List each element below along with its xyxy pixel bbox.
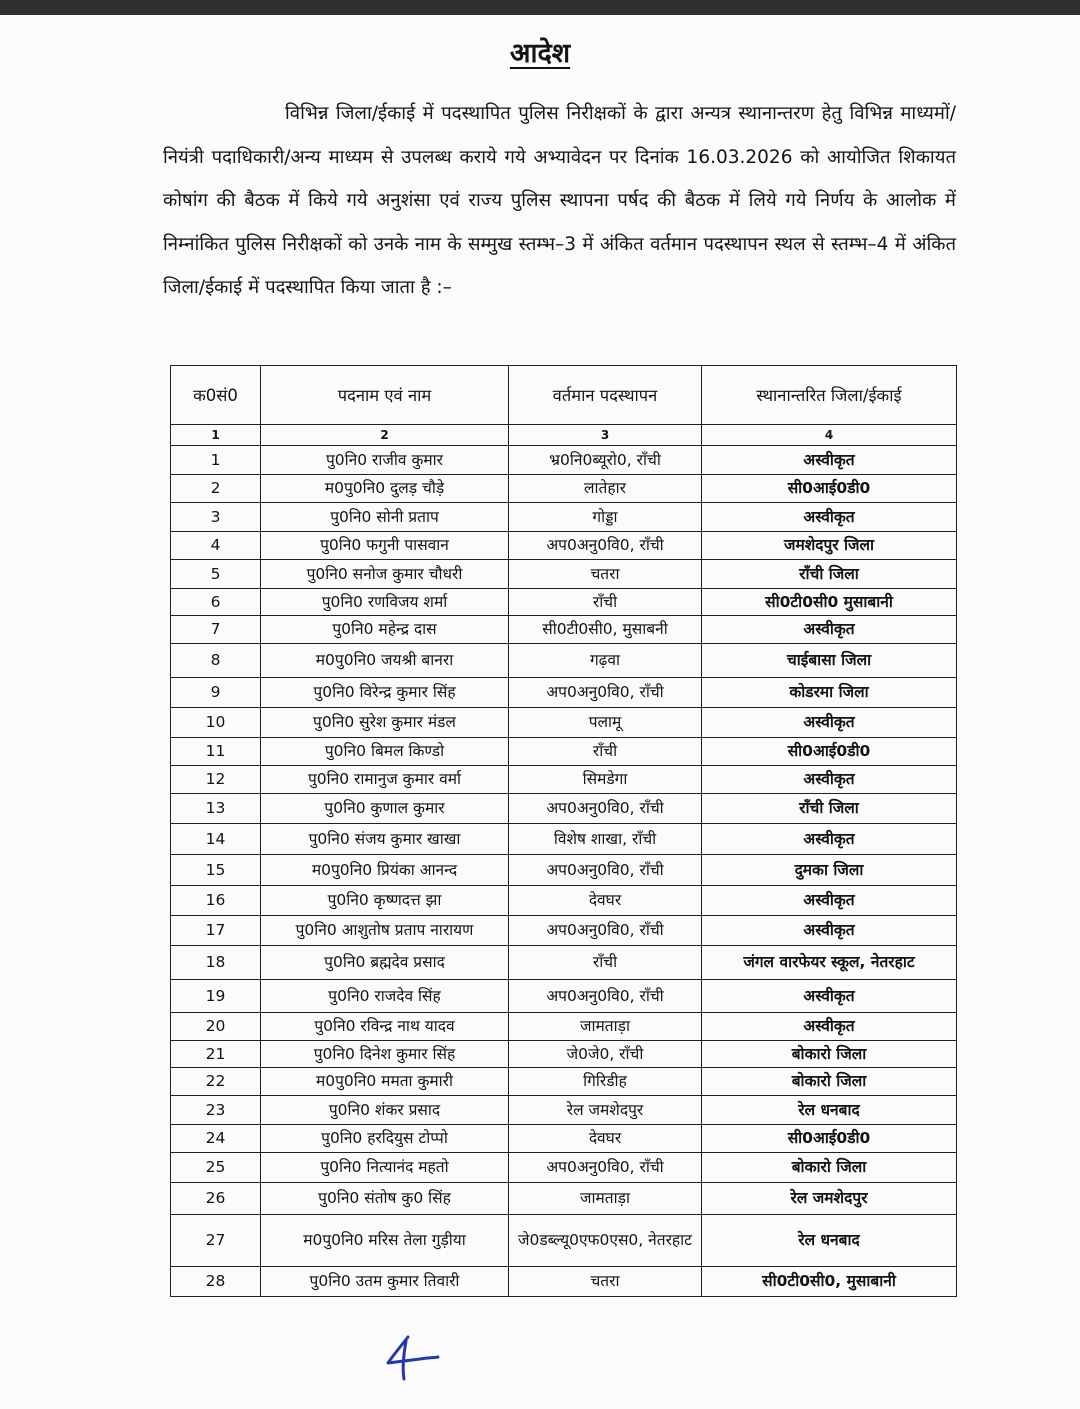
cell-transfer-unit: चाईबासा जिला [702, 644, 957, 678]
cell-serial: 2 [171, 475, 261, 503]
cell-transfer-unit: दुमका जिला [702, 855, 957, 886]
cell-current-posting: देवघर [509, 1125, 702, 1153]
cell-serial: 6 [171, 589, 261, 616]
cell-name: पु0नि0 उतम कुमार तिवारी [261, 1267, 509, 1297]
cell-name: पु0नि0 नित्यानंद महतो [261, 1153, 509, 1183]
cell-serial: 1 [171, 446, 261, 475]
cell-name: पु0नि0 संतोष कु0 सिंह [261, 1183, 509, 1215]
cell-name: पु0नि0 हरदियुस टोप्पो [261, 1125, 509, 1153]
column-number-row [171, 425, 957, 446]
cell-serial: 7 [171, 616, 261, 644]
cell-transfer-unit: अस्वीकृत [702, 980, 957, 1013]
table-row [171, 946, 957, 980]
table-row [171, 1068, 957, 1096]
cell-name: पु0नि0 सोनी प्रताप [261, 503, 509, 532]
cell-serial: 8 [171, 644, 261, 678]
cell-transfer-unit: अस्वीकृत [702, 446, 957, 475]
table-row [171, 1041, 957, 1068]
cell-serial: 20 [171, 1013, 261, 1041]
cell-name: पु0नि0 रविन्द्र नाथ यादव [261, 1013, 509, 1041]
cell-serial: 11 [171, 738, 261, 766]
table-row [171, 475, 957, 503]
header-current-posting: वर्तमान पदस्थापन [509, 366, 702, 425]
cell-current-posting: लातेहार [509, 475, 702, 503]
cell-serial: 27 [171, 1215, 261, 1267]
cell-current-posting: गिरिडीह [509, 1068, 702, 1096]
cell-name: पु0नि0 शंकर प्रसाद [261, 1096, 509, 1125]
cell-transfer-unit: कोडरमा जिला [702, 678, 957, 708]
cell-current-posting: विशेष शाखा, राँची [509, 824, 702, 855]
cell-current-posting: राँची [509, 946, 702, 980]
cell-transfer-unit: सी0टी0सी0, मुसाबानी [702, 1267, 957, 1297]
cell-transfer-unit: बोकारो जिला [702, 1041, 957, 1068]
cell-transfer-unit: अस्वीकृत [702, 1013, 957, 1041]
cell-serial: 23 [171, 1096, 261, 1125]
cell-transfer-unit: सी0आई0डी0 [702, 475, 957, 503]
cell-transfer-unit: रेल धनबाद [702, 1096, 957, 1125]
cell-transfer-unit: राँची जिला [702, 560, 957, 589]
cell-transfer-unit: अस्वीकृत [702, 766, 957, 794]
table-row [171, 1153, 957, 1183]
cell-transfer-unit: सी0आई0डी0 [702, 738, 957, 766]
cell-name: पु0नि0 ब्रह्मदेव प्रसाद [261, 946, 509, 980]
cell-transfer-unit: सी0टी0सी0 मुसाबानी [702, 589, 957, 616]
cell-transfer-unit: अस्वीकृत [702, 616, 957, 644]
cell-serial: 9 [171, 678, 261, 708]
header-transfer-unit: स्थानान्तरित जिला/ईकाई [702, 366, 957, 425]
cell-transfer-unit: बोकारो जिला [702, 1068, 957, 1096]
cell-name: पु0नि0 आशुतोष प्रताप नारायण [261, 916, 509, 946]
cell-serial: 5 [171, 560, 261, 589]
cell-serial: 28 [171, 1267, 261, 1297]
cell-current-posting: जे0जे0, राँची [509, 1041, 702, 1068]
cell-current-posting: राँची [509, 738, 702, 766]
document-heading: आदेश [509, 38, 571, 69]
column-number: 3 [509, 425, 702, 446]
cell-serial: 3 [171, 503, 261, 532]
cell-current-posting: अप0अनु0वि0, राँची [509, 916, 702, 946]
cell-serial: 10 [171, 708, 261, 738]
cell-serial: 21 [171, 1041, 261, 1068]
table-row [171, 855, 957, 886]
cell-transfer-unit: अस्वीकृत [702, 824, 957, 855]
column-number: 1 [171, 425, 261, 446]
cell-transfer-unit: रेल धनबाद [702, 1215, 957, 1267]
cell-current-posting: चतरा [509, 1267, 702, 1297]
signature-mark [380, 1333, 440, 1383]
cell-name: पु0नि0 राजदेव सिंह [261, 980, 509, 1013]
cell-current-posting: राँची [509, 589, 702, 616]
column-number: 2 [261, 425, 509, 446]
table-row [171, 1267, 957, 1297]
table-row [171, 980, 957, 1013]
cell-current-posting: गढ़वा [509, 644, 702, 678]
table-row [171, 1183, 957, 1215]
cell-transfer-unit: जमशेदपुर जिला [702, 532, 957, 560]
cell-serial: 13 [171, 794, 261, 824]
cell-name: पु0नि0 सनोज कुमार चौधरी [261, 560, 509, 589]
cell-transfer-unit: रेल जमशेदपुर [702, 1183, 957, 1215]
table-row [171, 916, 957, 946]
cell-serial: 24 [171, 1125, 261, 1153]
table-row [171, 766, 957, 794]
table-row [171, 738, 957, 766]
cell-serial: 4 [171, 532, 261, 560]
cell-current-posting: अप0अनु0वि0, राँची [509, 1153, 702, 1183]
window-top-bar [0, 0, 1080, 15]
cell-name: पु0नि0 रामानुज कुमार वर्मा [261, 766, 509, 794]
cell-name: पु0नि0 संजय कुमार खाखा [261, 824, 509, 855]
cell-current-posting: अप0अनु0वि0, राँची [509, 855, 702, 886]
cell-serial: 26 [171, 1183, 261, 1215]
header-serial: क0सं0 [171, 366, 261, 425]
table-row [171, 532, 957, 560]
cell-name: पु0नि0 विरेन्द्र कुमार सिंह [261, 678, 509, 708]
cell-current-posting: जामताड़ा [509, 1183, 702, 1215]
cell-name: पु0नि0 फगुनी पासवान [261, 532, 509, 560]
cell-current-posting: गोड्डा [509, 503, 702, 532]
cell-serial: 18 [171, 946, 261, 980]
table-row [171, 1125, 957, 1153]
cell-name: पु0नि0 महेन्द्र दास [261, 616, 509, 644]
cell-current-posting: देवघर [509, 886, 702, 916]
cell-transfer-unit: सी0आई0डी0 [702, 1125, 957, 1153]
table-row [171, 1096, 957, 1125]
table-row [171, 708, 957, 738]
cell-current-posting: सी0टी0सी0, मुसाबनी [509, 616, 702, 644]
cell-name: पु0नि0 रणविजय शर्मा [261, 589, 509, 616]
table-row [171, 616, 957, 644]
table-row [171, 678, 957, 708]
cell-serial: 15 [171, 855, 261, 886]
header-name: पदनाम एवं नाम [261, 366, 509, 425]
cell-transfer-unit: राँची जिला [702, 794, 957, 824]
cell-current-posting: अप0अनु0वि0, राँची [509, 794, 702, 824]
cell-current-posting: अप0अनु0वि0, राँची [509, 532, 702, 560]
cell-name: म0पु0नि0 ममता कुमारी [261, 1068, 509, 1096]
table-row [171, 503, 957, 532]
cell-name: म0पु0नि0 दुलड़ चौड़े [261, 475, 509, 503]
column-number: 4 [702, 425, 957, 446]
cell-name: पु0नि0 बिमल किण्डो [261, 738, 509, 766]
intro-paragraph: विभिन्न जिला/ईकाई में पदस्थापित पुलिस निरीक्षकों के द्वारा अन्यत्र स्थानान्तरण हेतु विभिन्न माध्यमों/नियंत्री पदाधिकारी/अन्य माध्यम से उपलब्ध कराये गये अभ्यावेदन पर दिनांक 16.03.2026 को आयोजित शिकायत कोषांग की बैठक में किये गये अनुशंसा एवं राज्य पुलिस स्थापना पर्षद की बैठक में लिये गये निर्णय के आलोक में निम्नांकित पुलिस निरीक्षकों को उनके नाम के सम्मुख स्तम्भ–3 में अंकित वर्तमान पदस्थापन स्थल से स्तम्भ–4 में अंकित जिला/ईकाई में पदस्थापित किया जाता है :– [163, 103, 956, 298]
cell-name: म0पु0नि0 प्रियंका आनन्द [261, 855, 509, 886]
cell-current-posting: पलामू [509, 708, 702, 738]
cell-name: पु0नि0 कुणाल कुमार [261, 794, 509, 824]
cell-serial: 22 [171, 1068, 261, 1096]
cell-serial: 16 [171, 886, 261, 916]
cell-serial: 14 [171, 824, 261, 855]
cell-current-posting: भ्र0नि0ब्यूरो0, राँची [509, 446, 702, 475]
cell-name: पु0नि0 सुरेश कुमार मंडल [261, 708, 509, 738]
table-header-row [171, 366, 957, 425]
table-row [171, 644, 957, 678]
cell-serial: 12 [171, 766, 261, 794]
table-body [171, 446, 957, 1297]
cell-current-posting: अप0अनु0वि0, राँची [509, 678, 702, 708]
table-row [171, 824, 957, 855]
cell-name: पु0नि0 राजीव कुमार [261, 446, 509, 475]
cell-current-posting: रेल जमशेदपुर [509, 1096, 702, 1125]
table-row [171, 886, 957, 916]
cell-current-posting: अप0अनु0वि0, राँची [509, 980, 702, 1013]
order-document [0, 15, 1080, 1409]
cell-name: पु0नि0 कृष्णदत्त झा [261, 886, 509, 916]
table-row [171, 446, 957, 475]
cell-name: म0पु0नि0 मरिस तेला गुड़ीया [261, 1215, 509, 1267]
table-row [171, 1013, 957, 1041]
cell-serial: 19 [171, 980, 261, 1013]
cell-transfer-unit: बोकारो जिला [702, 1153, 957, 1183]
cell-transfer-unit: अस्वीकृत [702, 503, 957, 532]
table-row [171, 560, 957, 589]
cell-current-posting: जे0डब्ल्यू0एफ0एस0, नेतरहाट [509, 1215, 702, 1267]
table-row [171, 1215, 957, 1267]
cell-serial: 25 [171, 1153, 261, 1183]
cell-current-posting: चतरा [509, 560, 702, 589]
cell-transfer-unit: अस्वीकृत [702, 708, 957, 738]
cell-transfer-unit: जंगल वारफेयर स्कूल, नेतरहाट [702, 946, 957, 980]
cell-transfer-unit: अस्वीकृत [702, 916, 957, 946]
table-row [171, 589, 957, 616]
cell-current-posting: जामताड़ा [509, 1013, 702, 1041]
cell-current-posting: सिमडेगा [509, 766, 702, 794]
transfer-table [170, 365, 957, 1297]
cell-transfer-unit: अस्वीकृत [702, 886, 957, 916]
cell-serial: 17 [171, 916, 261, 946]
cell-name: पु0नि0 दिनेश कुमार सिंह [261, 1041, 509, 1068]
table-row [171, 794, 957, 824]
cell-name: म0पु0नि0 जयश्री बानरा [261, 644, 509, 678]
